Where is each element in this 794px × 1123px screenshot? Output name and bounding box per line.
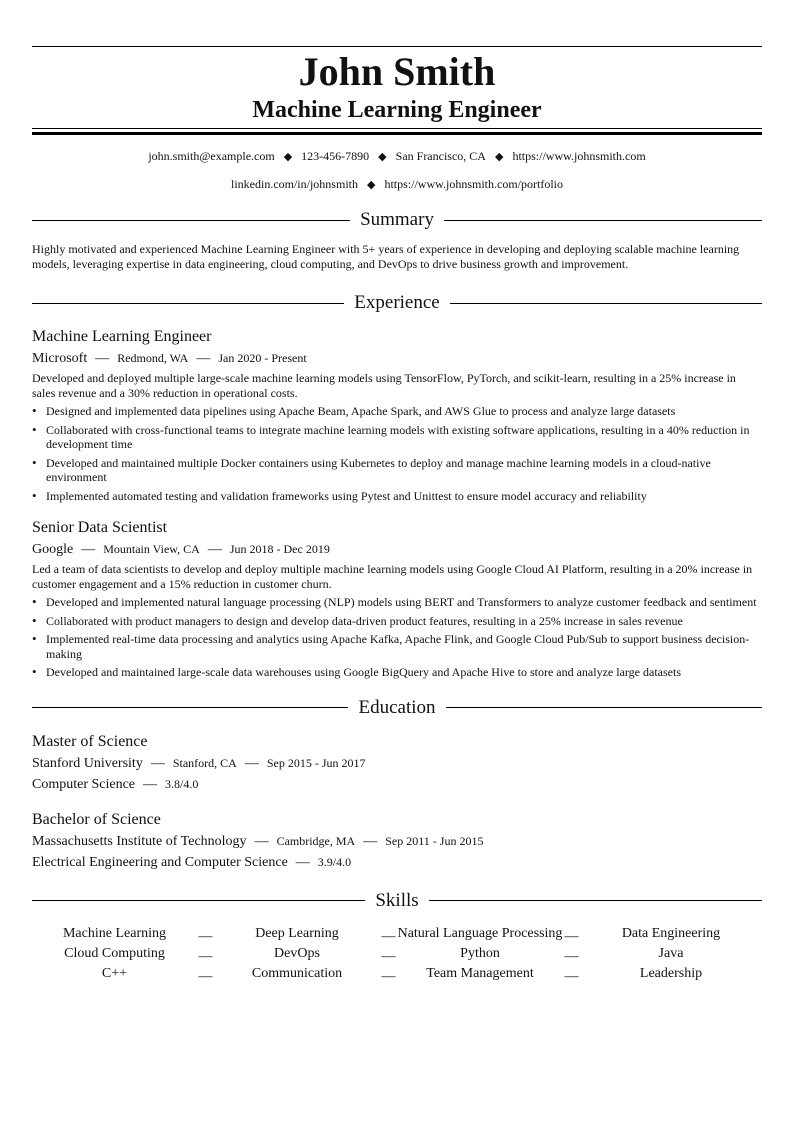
education-entry	[32, 731, 762, 795]
skill-item: Natural Language Processing	[397, 925, 563, 941]
separator-diamond-icon: ◆	[366, 179, 376, 191]
contact-text: San Francisco, CA	[395, 149, 486, 163]
dash-separator: —	[95, 351, 110, 366]
bullet-text: Developed and maintained large-scale data warehouses using Google BigQuery and Apache Hive to store and analyze large datasets	[46, 665, 681, 679]
section-rule	[429, 900, 762, 901]
skill-item: Cloud Computing	[64, 945, 165, 961]
bullet-item	[32, 456, 762, 485]
skill-item: Python	[460, 945, 500, 961]
job-dates: Jun 2018 - Dec 2019	[229, 542, 330, 556]
section-title: Skills	[375, 889, 419, 911]
skill-separator: —	[198, 968, 213, 984]
section-rule	[32, 900, 365, 901]
section-rule	[444, 220, 762, 221]
resume-page	[32, 0, 762, 984]
skill-item: Team Management	[426, 965, 534, 981]
section-title: Education	[358, 696, 436, 718]
education-entry	[32, 809, 762, 873]
email-link[interactable]: john.smith@example.com	[148, 149, 275, 163]
skill-separator: —	[198, 948, 213, 964]
bullet-item	[32, 614, 762, 629]
bullet-item	[32, 423, 762, 452]
separator-diamond-icon: ◆	[378, 151, 387, 163]
gpa: 3.9/4.0	[317, 854, 352, 869]
bullet-text: Designed and implemented data pipelines using Apache Beam, Apache Spark, and AWS Glue to process and analyze large datasets	[46, 404, 676, 418]
school-location: Cambridge, MA	[276, 833, 356, 848]
skill-item: C++	[101, 965, 128, 981]
bullet-text: Developed and implemented natural language processing (NLP) models using BERT and Transformers to analyze customer feedback and sentiment	[46, 595, 757, 609]
job-description: Developed and deployed multiple large-scale machine learning models using TensorFlow, PyTorch, and scikit-learn, resulting in a 25% increase in sales revenue and a 30% reduction in operational costs.	[32, 371, 736, 400]
field-line	[32, 852, 762, 873]
job-bullets	[32, 595, 762, 680]
contact-block	[32, 142, 762, 198]
skill-separator: —	[381, 948, 396, 964]
school-line	[32, 753, 762, 774]
summary-heading	[32, 206, 762, 234]
job-meta	[32, 539, 762, 560]
job-title: Senior Data Scientist	[32, 519, 168, 536]
contact-line-2	[32, 170, 762, 198]
school-line	[32, 831, 762, 852]
bullet-dot-icon: •	[32, 594, 37, 609]
website-link[interactable]: linkedin.com/in/johnsmith	[230, 177, 358, 191]
skill-item: Deep Learning	[255, 925, 339, 941]
school-dates: Sep 2015 - Jun 2017	[266, 755, 366, 770]
bullet-text: Implemented automated testing and validation frameworks using Pytest and Unittest to ensure model accuracy and reliability	[46, 488, 647, 503]
school-name: Massachusetts Institute of Technology	[32, 833, 247, 849]
experience-heading	[32, 289, 762, 317]
bullet-item	[32, 665, 762, 680]
contact-line-1	[32, 142, 762, 170]
section-rule	[450, 303, 762, 304]
dash-separator: —	[196, 351, 211, 366]
bullet-text: Implemented real-time data processing and analytics using Apache Kafka, Apache Flink, and Google Cloud Pub/Sub to support business decision-making	[46, 632, 750, 661]
skill-item: Machine Learning	[62, 925, 166, 941]
section-rule	[32, 707, 348, 708]
header-top-rule	[32, 46, 762, 47]
job-meta	[32, 348, 762, 369]
job-description: Led a team of data scientists to develop and deploy multiple machine learning models using Google Cloud AI Platform, resulting in a 20% increase in customer engagement and a 15% reduction in customer churn.	[32, 562, 753, 591]
section-title: Experience	[354, 292, 440, 313]
skills-heading	[32, 887, 762, 915]
skill-item: Leadership	[639, 965, 703, 981]
job-entry	[32, 326, 762, 503]
company-name: Google	[32, 542, 74, 557]
bullet-item	[32, 404, 762, 419]
bullet-item	[32, 632, 762, 661]
job-title: Machine Learning Engineer	[32, 328, 212, 345]
website-link[interactable]: https://www.johnsmith.com	[512, 149, 646, 163]
school-dates: Sep 2011 - Jun 2015	[385, 833, 484, 848]
contact-text: 123-456-7890	[301, 149, 370, 163]
skill-item: DevOps	[274, 945, 320, 961]
dash-separator: —	[295, 854, 310, 870]
bullet-dot-icon: •	[32, 403, 37, 418]
job-location: Redmond, WA	[117, 351, 189, 365]
bullet-dot-icon: •	[32, 664, 37, 679]
skill-separator: —	[381, 928, 396, 944]
skill-item: Communication	[251, 965, 343, 981]
field-line	[32, 774, 762, 795]
separator-diamond-icon: ◆	[283, 151, 293, 163]
section-title: Summary	[360, 209, 434, 230]
skill-separator: —	[564, 928, 579, 944]
dash-separator: —	[81, 542, 96, 557]
section-rule	[32, 220, 350, 221]
section-rule	[446, 707, 762, 708]
bullet-text: Developed and maintained multiple Docker containers using Kubernetes to deploy and manage machine learning models in a cloud-native environment	[46, 455, 711, 484]
dash-separator: —	[244, 755, 259, 771]
bullet-text: Collaborated with product managers to design and develop data-driven product features, resulting in a 25% increase in sales revenue	[46, 613, 683, 628]
dash-separator: —	[207, 542, 222, 557]
skill-separator: —	[564, 948, 579, 964]
skill-separator: —	[564, 968, 579, 984]
field-of-study: Electrical Engineering and Computer Science	[32, 854, 288, 870]
degree-title: Bachelor of Science	[32, 810, 161, 828]
skill-item: Java	[658, 945, 684, 961]
school-location: Stanford, CA	[172, 755, 237, 770]
bullet-dot-icon: •	[32, 487, 37, 503]
gpa: 3.8/4.0	[165, 776, 199, 791]
dash-separator: —	[150, 755, 165, 771]
dash-separator: —	[254, 833, 269, 849]
bullet-dot-icon: •	[32, 612, 37, 628]
bullet-dot-icon: •	[32, 454, 37, 470]
experience-list	[32, 326, 762, 680]
school-name: Stanford University	[32, 755, 143, 771]
job-dates: Jan 2020 - Present	[218, 351, 307, 365]
education-list	[32, 731, 762, 873]
separator-diamond-icon: ◆	[494, 151, 504, 163]
skills-grid	[32, 924, 762, 984]
candidate-name: John Smith	[298, 49, 496, 94]
website-link[interactable]: https://www.johnsmith.com/portfolio	[384, 177, 564, 191]
bullet-dot-icon: •	[32, 421, 37, 437]
company-name: Microsoft	[32, 351, 88, 366]
degree-title: Master of Science	[32, 732, 148, 750]
section-rule	[32, 303, 344, 304]
candidate-role: Machine Learning Engineer	[252, 97, 542, 123]
education-heading	[32, 694, 762, 722]
skill-item: Data Engineering	[621, 925, 721, 941]
job-bullets	[32, 404, 762, 503]
bullet-dot-icon: •	[32, 631, 37, 646]
field-of-study: Computer Science	[32, 776, 136, 792]
dash-separator: —	[143, 776, 158, 792]
skill-separator: —	[381, 968, 396, 984]
bullet-item	[32, 595, 762, 610]
skill-separator: —	[198, 928, 213, 944]
summary-text: Highly motivated and experienced Machine Learning Engineer with 5+ years of experience in developing and deploying scalable machine learning models, leveraging expertise in data engineering, cloud computing, and DevOps to drive business growth and improvement.	[32, 242, 740, 271]
job-entry	[32, 517, 762, 680]
header-double-rule	[32, 128, 762, 135]
job-location: Mountain View, CA	[103, 542, 200, 556]
bullet-text: Collaborated with cross-functional teams to integrate machine learning models with existing software applications, resulting in a 40% reduction in development time	[46, 422, 750, 451]
bullet-item	[32, 489, 762, 504]
dash-separator: —	[363, 833, 378, 849]
